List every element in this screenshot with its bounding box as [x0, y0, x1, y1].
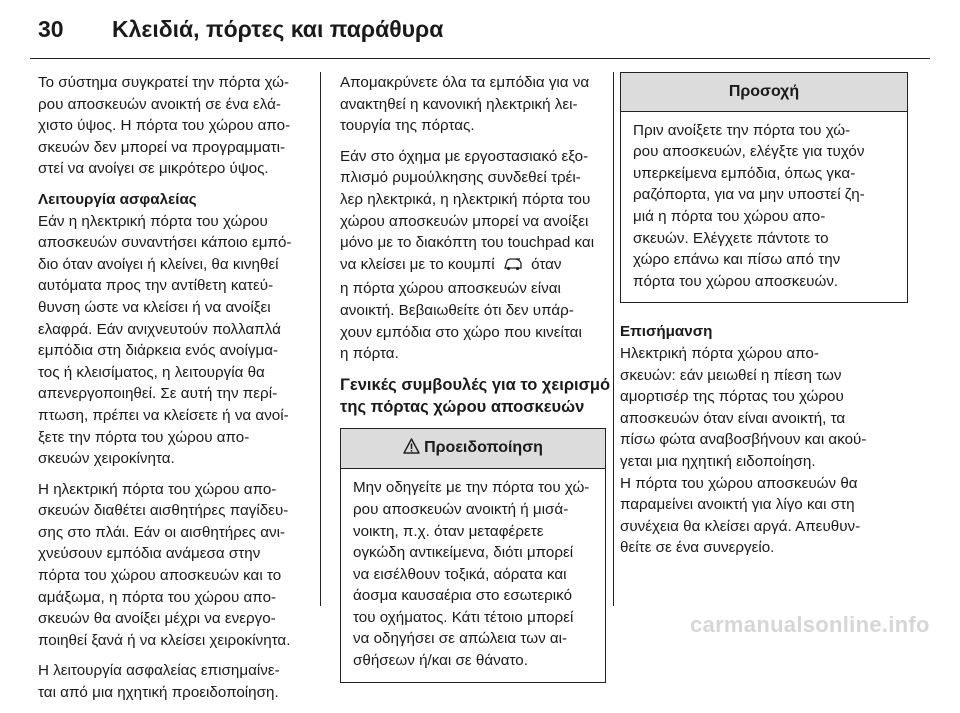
- text-line: η πόρτα χώρου αποσκευών είναι: [340, 280, 561, 298]
- caution-box-body: [621, 112, 907, 303]
- text-line: Εάν στο όχημα με εργοστασιακό εξο-: [340, 147, 589, 165]
- text-line: του οχήματος. Κάτι τέτοιο μπορεί: [353, 608, 574, 626]
- warning-box-header: [341, 429, 605, 470]
- warning-triangle-icon: [403, 438, 420, 461]
- text-line: χουν εμπόδια στο χώρο που κινείται: [340, 323, 582, 341]
- signal-paragraph: [38, 660, 310, 703]
- text-line: τος ή κλεισίματος, η λειτουργία θα: [38, 363, 265, 381]
- text-line: πτωση, πρέπει να κλείσετε ή να ανοί-: [38, 406, 289, 424]
- text-line: σκευών. Ελέγχετε πάντοτε το: [633, 229, 829, 247]
- text-line: εμπόδια στη διάρκεια ενός ανοίγμα-: [38, 342, 279, 360]
- heading-line: Γενικές συμβουλές για το χειρισμό: [340, 375, 611, 394]
- warning-title: Προειδοποίηση: [424, 438, 543, 456]
- text-line: Η ηλεκτρική πόρτα του χώρου απο-: [38, 480, 277, 498]
- page-title: Κλειδιά, πόρτες και παράθυρα: [112, 16, 444, 42]
- text-line: Η πόρτα του χώρου αποσκευών θα: [620, 474, 858, 492]
- text-line: Η λειτουργία ασφαλείας επισημαίνε-: [38, 662, 280, 680]
- caution-title: Προσοχή: [728, 83, 800, 100]
- safety-heading: Λειτουργία ασφαλείας: [38, 190, 197, 208]
- text-line: λερ ηλεκτρικά, η ηλεκτρική πόρτα του: [340, 190, 591, 208]
- tips-heading: [340, 374, 611, 418]
- text-line: σης στο πλάι. Εάν οι αισθητήρες ανι-: [38, 523, 286, 541]
- text-line: σκευών χειροκίνητα.: [38, 450, 175, 468]
- page-header: [0, 0, 960, 58]
- text-line: ται από μια ηχητική προειδοποίηση.: [38, 684, 279, 702]
- trailer-paragraph: [340, 146, 606, 365]
- column-divider: [320, 72, 321, 606]
- text-line: Πριν ανοίξετε την πόρτα του χώ-: [633, 121, 851, 139]
- text-line: πόρτα του χώρου αποσκευών.: [633, 272, 839, 290]
- text-line: σκευών θα ανοίξει μέχρι να ενεργο-: [38, 610, 276, 628]
- text-line: σκευών δεν μπορεί να προγραμματι-: [38, 138, 286, 156]
- text-line: αποσκευών όταν είναι ανοικτή, τα: [620, 409, 846, 427]
- text-line: ελαφρά. Εάν ανιχνευτούν πολλαπλά: [38, 320, 281, 338]
- heading-line: της πόρτας χώρου αποσκευών: [340, 397, 585, 416]
- text-line: σκευών διαθέτει αισθητήρες παγίδευ-: [38, 502, 289, 520]
- text-line: ραζόπορτα, για να μην υποστεί ζη-: [633, 186, 865, 204]
- header-rule: [30, 58, 930, 59]
- caution-box: [620, 72, 908, 303]
- text-line: διο όταν ανοίγει ή κλείνει, θα κινηθεί: [38, 255, 279, 273]
- text-line: πλισμό ρυμούλκησης συνδεθεί τρέι-: [340, 169, 581, 187]
- text-line: να οδηγήσει σε απώλεια των αι-: [353, 630, 568, 648]
- text-line: ανοικτή. Βεβαιωθείτε ότι δεν υπάρ-: [340, 301, 574, 319]
- text-fragment: όταν: [531, 255, 562, 273]
- text-line: αμορτισέρ της πόρτας του χώρου: [620, 388, 844, 406]
- text-line: σκευών: εάν μειωθεί η πίεση των: [620, 366, 842, 384]
- sensors-paragraph: [38, 479, 310, 652]
- text-fragment: να κλείσει με το κουμπί: [340, 255, 495, 273]
- text-line: [340, 254, 606, 279]
- text-line: πίσω φώτα αναβοσβήνουν και ακού-: [620, 431, 867, 449]
- text-line: στεί να ανοίγει σε μικρότερο ύψος.: [38, 160, 269, 178]
- text-line: τουργία της πόρτας.: [340, 117, 475, 135]
- warning-box-body: [341, 469, 605, 681]
- text-line: Μην οδηγείτε με την πόρτα του χώ-: [353, 479, 590, 497]
- note-heading: Επισήμανση: [620, 323, 713, 341]
- text-line: ανακτηθεί η κανονική ηλεκτρική λει-: [340, 95, 578, 113]
- page-number: 30: [38, 16, 64, 42]
- text-line: Εάν η ηλεκτρική πόρτα του χώρου: [38, 212, 268, 230]
- column-3: [620, 72, 908, 568]
- text-line: ποιηθεί ξανά ή να κλείσει χειροκίνητα.: [38, 631, 291, 649]
- text-line: θείτε σε ένα συνεργείο.: [620, 539, 775, 557]
- text-line: παραμείνει ανοικτή για λίγο και στη: [620, 496, 855, 514]
- text-line: μιά η πόρτα του χώρου απο-: [633, 207, 826, 225]
- column-divider: [613, 72, 614, 606]
- text-line: σθήσεων ή/και σε θάνατο.: [353, 652, 528, 670]
- text-line: νοικτη, π.χ. όταν μεταφέρετε: [353, 522, 544, 540]
- text-line: χιστο ύψος. Η πόρτα του χώρου απο-: [38, 117, 291, 135]
- text-line: Το σύστημα συγκρατεί την πόρτα χώ-: [38, 74, 290, 91]
- text-line: Απομακρύνετε όλα τα εμπόδια για να: [340, 74, 590, 91]
- text-line: χώρο επάνω και πίσω από την: [633, 251, 841, 269]
- column-1: [38, 72, 310, 713]
- text-line: αυτόματα προς την αντίθετη κατεύ-: [38, 277, 274, 295]
- text-line: συνέχεια θα κλείσει αργά. Απευθυν-: [620, 517, 861, 535]
- text-line: ξετε την πόρτα του χώρου απο-: [38, 428, 250, 446]
- text-line: χώρου αποσκευών μπορεί να ανοίξει: [340, 212, 589, 230]
- text-line: μόνο με το διακόπτη του touchpad και: [340, 234, 595, 252]
- safety-paragraph: [38, 189, 310, 470]
- watermark: carmanualsonline.info: [690, 612, 930, 637]
- text-line: ογκώδη αντικείμενα, διότι μπορεί: [353, 544, 574, 562]
- column-2: [340, 72, 611, 701]
- text-line: αποσκευών συναντήσει κάποιο εμπό-: [38, 234, 292, 252]
- note-paragraph: [620, 321, 908, 559]
- text-line: απενεργοποιηθεί. Σε αυτή την περί-: [38, 385, 278, 403]
- text-line: αμάξωμα, η πόρτα του χώρου απο-: [38, 588, 277, 606]
- text-line: ρου αποσκευών ανοικτή ή μισά-: [353, 500, 569, 518]
- text-line: η πόρτα.: [340, 345, 399, 363]
- text-line: ρου αποσκευών ανοικτή σε ένα ελά-: [38, 95, 281, 113]
- text-line: να εισέλθουν τοξικά, αόρατα και: [353, 565, 567, 583]
- text-line: πόρτα του χώρου αποσκευών και το: [38, 567, 282, 585]
- remove-obstacles-paragraph: [340, 72, 606, 137]
- intro-paragraph: [38, 72, 310, 180]
- text-line: άοσμα καυσαέρια στο εσωτερικό: [353, 587, 573, 605]
- tailgate-close-button-icon: [503, 256, 523, 279]
- text-line: χνεύσουν εμπόδια ανάμεσα στην: [38, 545, 261, 563]
- text-line: γεται μια ηχητική ειδοποίηση.: [620, 452, 816, 470]
- text-line: Ηλεκτρική πόρτα χώρου απο-: [620, 344, 819, 362]
- text-line: υπερκείμενα εμπόδια, όπως γκα-: [633, 164, 856, 182]
- text-line: θυνση ώστε να κλείσει ή να ανοίξει: [38, 298, 271, 316]
- text-line: ρου αποσκευών, ελέγξτε για τυχόν: [633, 143, 865, 161]
- caution-box-header: [621, 73, 907, 112]
- warning-box: [340, 428, 606, 683]
